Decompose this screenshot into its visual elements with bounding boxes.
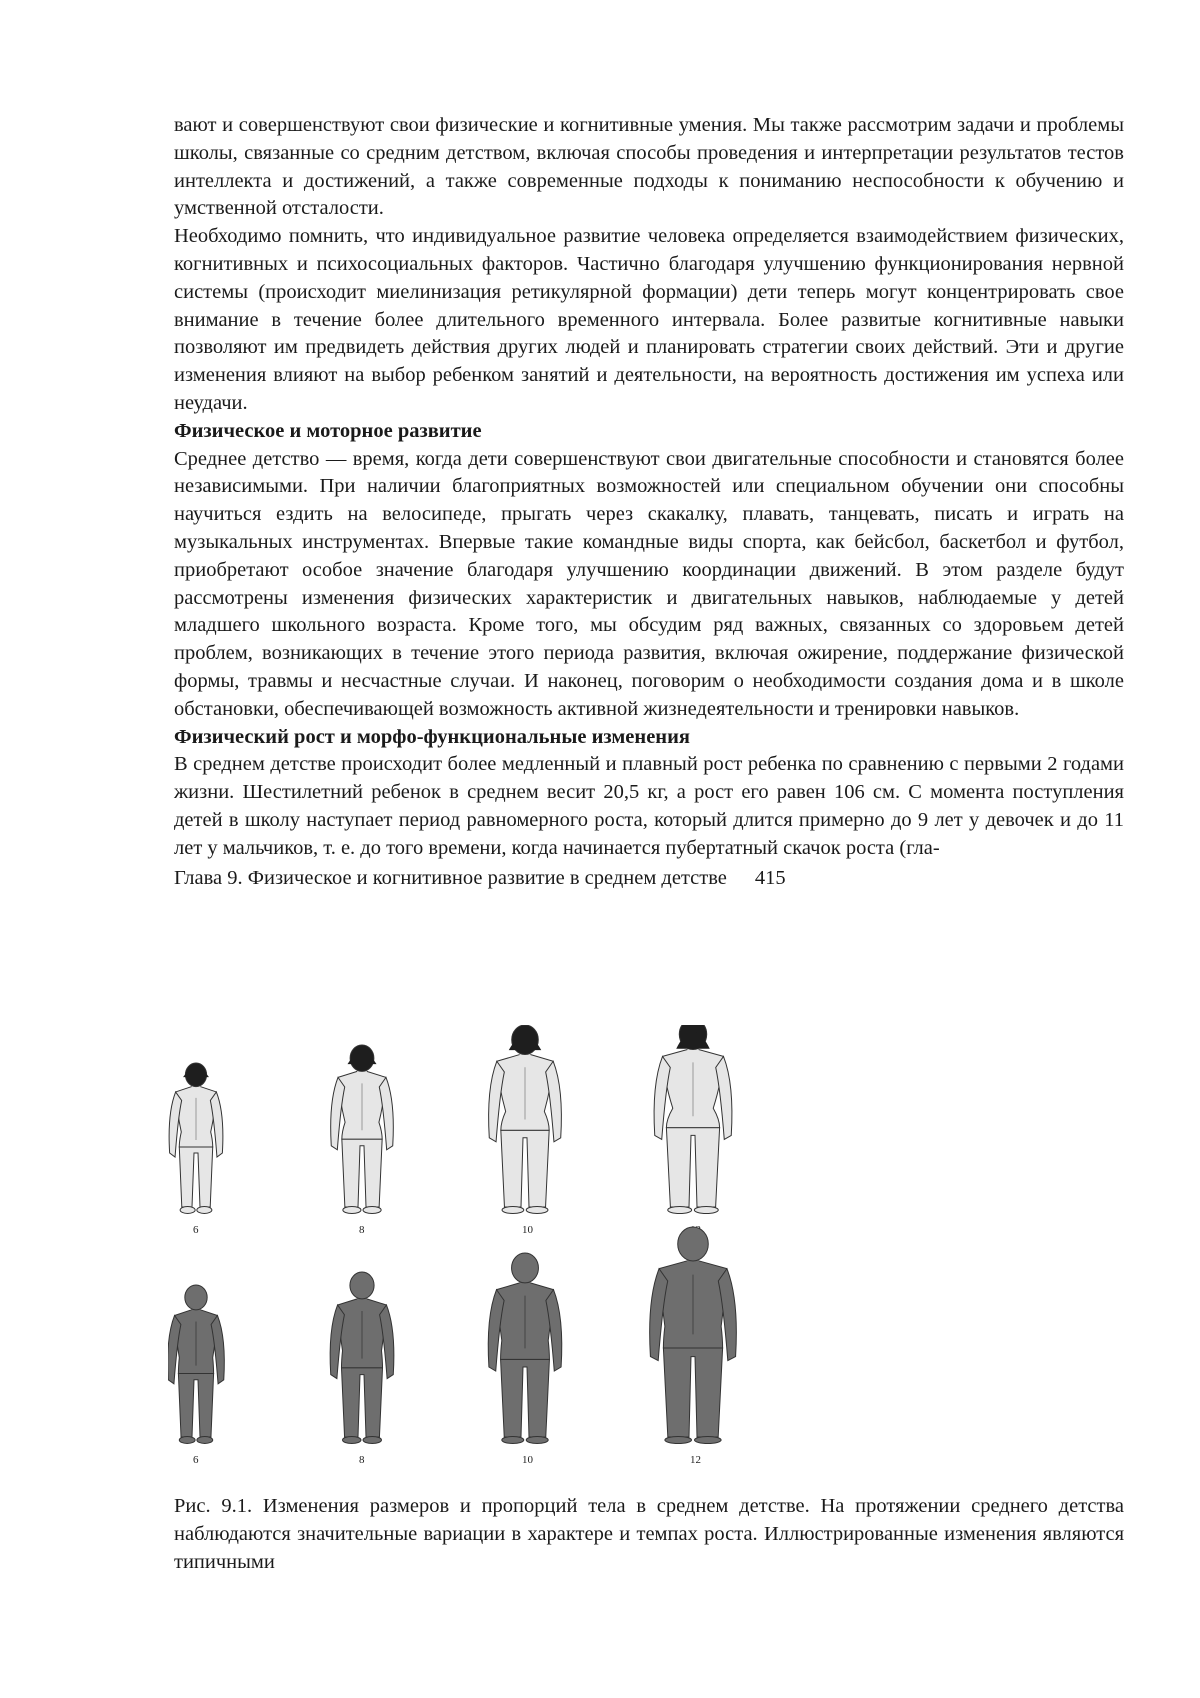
- boy-figure-age-10: [488, 1253, 562, 1466]
- section-heading-growth: Физический рост и морфо-функциональные изменения: [174, 725, 691, 748]
- girl-age-label: 8: [359, 1224, 365, 1236]
- boy-age-label: 10: [522, 1454, 533, 1466]
- figure-caption: Рис. 9.1. Изменения размеров и пропорций тела в среднем детстве. На протяжении среднего детства наблюдаются значительные вариации в характере и темпах роста. Иллюстрированные изменения являются типичными: [174, 1495, 1124, 1573]
- girl-figure-age-8: [331, 1045, 394, 1236]
- section-heading-motor: Физическое и моторное развитие: [174, 419, 482, 442]
- girls-row: [169, 1025, 732, 1236]
- paragraph-growth: В среднем детстве происходит более медленный и плавный рост ребенка по сравнению с первыми 2 годами жизни. Шестилетний ребенок в среднем весит 20,5 кг, а рост его равен 106 см. С момента поступления детей в школу наступает период равномерного роста, который длится примерно до 9 лет у девочек и до 11 лет у мальчиков, т. е. до того времени, когда начинается пубертатный скачок роста (гла-: [174, 753, 1124, 859]
- girl-age-label: 10: [522, 1224, 533, 1236]
- boy-age-label: 6: [193, 1454, 199, 1466]
- paragraph-motor: Среднее детство — время, когда дети совершенствуют свои двигательные способности и становятся более независимыми. При наличии благоприятных возможностей или специальном обучении они способны научиться ездить на велосипеде, прыгать через скакалку, плавать, танцевать, писать и играть на музыкальных инструментах. Впервые такие командные виды спорта, как бейсбол, баскетбол и футбол, приобретают особое значение благодаря улучшению координации движений. В этом разделе будут рассмотрены изменения физических характеристик и двигательных навыков, наблюдаемые у детей младшего школьного возраста. Кроме того, мы обсудим ряд важных, связанных со здоровьем детей проблем, возникающих в течение этого периода развития, включая ожирение, поддержание физической формы, травмы и несчастные случаи. И наконец, поговорим о необходимости создания дома и в школе обстановки, обеспечивающей возможность активной жизнедеятельности и тренировки навыков.: [174, 447, 1124, 720]
- boys-row: [168, 1227, 736, 1466]
- girl-age-label: 6: [193, 1224, 199, 1236]
- paragraph-intro: вают и совершенствуют свои физические и когнитивные умения. Мы также рассмотрим задачи и проблемы школы, связанные со средним детством, включая способы проведения и интерпретации результатов тестов интеллекта и достижений, а также современные подходы к пониманию неспособности к обучению и умственной отсталости.: [174, 114, 1124, 220]
- girl-figure-age-6: [169, 1063, 223, 1236]
- page-text: [174, 112, 1124, 892]
- boy-figure-age-6: [168, 1285, 224, 1466]
- boy-age-label: 8: [359, 1454, 365, 1466]
- boy-age-label: 12: [690, 1454, 701, 1466]
- paragraph-development: Необходимо помнить, что индивидуальное развитие человека определяется взаимодействием физических, когнитивных и психосоциальных факторов. Частично благодаря улучшению функционирования нервной системы (происходит миелинизация ретикулярной формации) дети теперь могут концентрировать свое внимание в течение более длительного временного интервала. Более развитые когнитивные навыки позволяют им предвидеть действия других людей и планировать стратегии своих действий. Эти и другие изменения влияют на выбор ребенком занятий и деятельности, на вероятность достижения им успеха или неудачи.: [174, 225, 1124, 414]
- running-footer: [174, 865, 1124, 893]
- boy-figure-age-12: [650, 1227, 737, 1466]
- figure-illustration: [168, 1025, 768, 1475]
- figure-body-proportions: [168, 1025, 768, 1475]
- page-number: 415: [754, 866, 786, 889]
- boy-figure-age-8: [330, 1272, 394, 1466]
- chapter-title: Глава 9. Физическое и когнитивное развитие в среднем детстве: [174, 866, 727, 889]
- girl-figure-age-10: [489, 1025, 562, 1236]
- girl-figure-age-12: [654, 1025, 732, 1236]
